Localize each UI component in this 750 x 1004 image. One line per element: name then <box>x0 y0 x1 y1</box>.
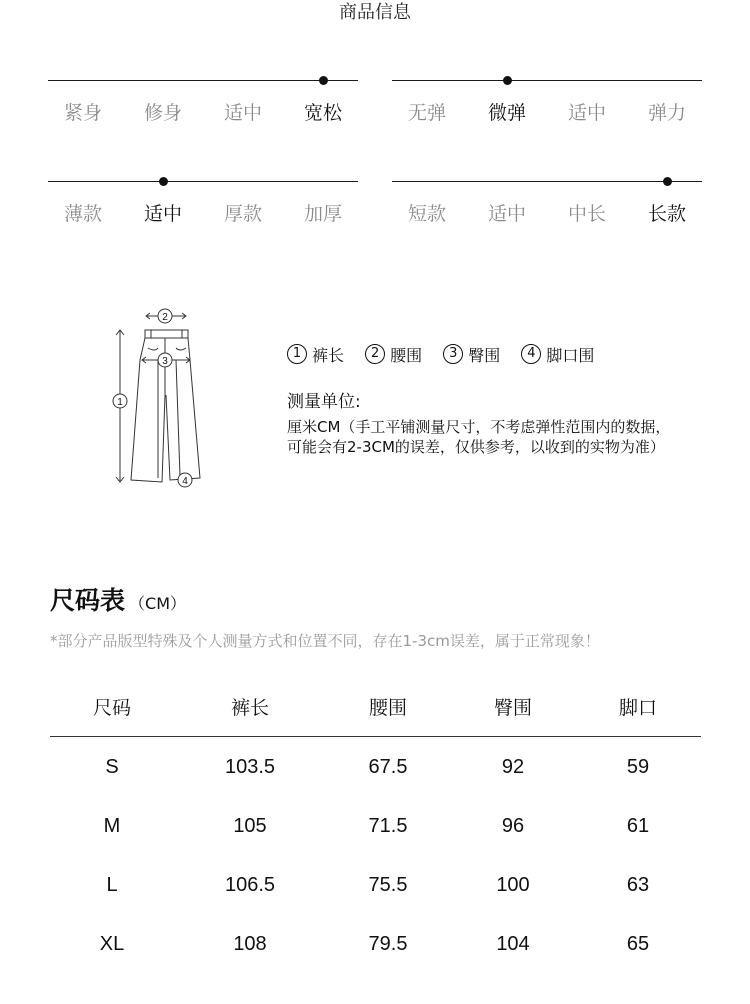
unit-description <box>287 417 707 457</box>
column-header: 腰围 <box>368 697 407 719</box>
table-cell: 67.5 <box>368 756 408 778</box>
scale-indicator-dot <box>503 76 512 85</box>
scale-option: 适中 <box>567 102 606 124</box>
scale-option: 长款 <box>647 203 686 225</box>
size-table-note: *部分产品版型特殊及个人测量方式和位置不同，存在1-3cm误差，属于正常现象！ <box>50 632 600 650</box>
scale-option: 微弹 <box>487 102 526 124</box>
legend-label: 臀围 <box>468 345 501 365</box>
table-cell: 59 <box>626 756 650 778</box>
column-header: 裤长 <box>230 697 269 719</box>
scale-option: 适中 <box>143 203 182 225</box>
table-cell: 65 <box>626 933 650 955</box>
scale-line <box>392 80 702 81</box>
table-cell: M <box>103 815 121 837</box>
column-header: 脚口 <box>618 697 657 719</box>
column-header: 尺码 <box>92 697 131 719</box>
table-cell: 103.5 <box>224 756 276 778</box>
legend-number: 3 <box>443 344 463 364</box>
legend-label: 脚口围 <box>546 345 595 365</box>
size-table <box>50 680 701 973</box>
column-header: 臀围 <box>493 697 532 719</box>
table-row <box>50 914 701 973</box>
legend-number: 4 <box>521 344 541 364</box>
table-cell: 63 <box>626 874 650 896</box>
scale-option: 薄款 <box>63 203 102 225</box>
scale-option: 弹力 <box>647 102 686 124</box>
unit-title: 测量单位: <box>287 392 361 412</box>
stretch-scale <box>392 80 702 140</box>
pants-measurement-diagram <box>100 300 220 500</box>
table-cell: L <box>106 874 118 896</box>
diagram-marker-1: 1 <box>117 397 123 408</box>
diagram-marker-4: 4 <box>182 476 188 487</box>
table-cell: 108 <box>233 933 267 955</box>
scale-line <box>48 80 358 81</box>
fit-scale <box>48 80 358 140</box>
scale-line <box>48 181 358 182</box>
size-table-unit: （CM） <box>129 594 186 613</box>
table-row <box>50 737 701 796</box>
table-cell: S <box>105 756 119 778</box>
unit-description-line: 可能会有2-3CM的误差，仅供参考，以收到的实物为准） <box>287 438 665 456</box>
scale-option: 短款 <box>407 203 446 225</box>
table-cell: 92 <box>501 756 525 778</box>
table-row <box>50 855 701 914</box>
scale-option: 适中 <box>487 203 526 225</box>
scale-indicator-dot <box>319 76 328 85</box>
scale-option: 中长 <box>567 203 606 225</box>
scale-option: 厚款 <box>223 203 262 225</box>
table-cell: 79.5 <box>368 933 408 955</box>
measurement-legend <box>287 342 610 366</box>
scale-line <box>392 181 702 182</box>
length-scale <box>392 181 702 241</box>
scale-option: 适中 <box>223 102 262 124</box>
table-cell: 100 <box>496 874 530 896</box>
scale-indicator-dot <box>663 177 672 186</box>
legend-label: 腰围 <box>390 345 423 365</box>
diagram-marker-2: 2 <box>162 312 168 323</box>
scale-option: 加厚 <box>303 203 342 225</box>
legend-label: 裤长 <box>312 345 345 365</box>
table-cell: 71.5 <box>368 815 408 837</box>
table-cell: 61 <box>626 815 650 837</box>
scale-option: 宽松 <box>303 102 342 124</box>
size-table-title <box>50 581 186 617</box>
table-cell: 105 <box>233 815 267 837</box>
table-cell: 104 <box>496 933 530 955</box>
table-cell: 96 <box>501 815 525 837</box>
legend-item-waist <box>365 343 422 366</box>
table-cell: 106.5 <box>224 874 276 896</box>
legend-number: 2 <box>365 344 385 364</box>
thickness-scale <box>48 181 358 241</box>
legend-item-hip <box>443 343 500 366</box>
unit-description-line: 厘米CM（手工平铺测量尺寸，不考虑弹性范围内的数据， <box>287 418 671 436</box>
table-cell: XL <box>99 933 125 955</box>
legend-number: 1 <box>287 344 307 364</box>
scale-option: 紧身 <box>63 102 102 124</box>
legend-item-length <box>287 343 344 366</box>
table-header-row <box>50 680 701 737</box>
scale-option: 无弹 <box>407 102 446 124</box>
diagram-marker-3: 3 <box>162 356 168 367</box>
scale-option: 修身 <box>143 102 182 124</box>
table-row <box>50 796 701 855</box>
scale-indicator-dot <box>159 177 168 186</box>
size-table-title-text: 尺码表 <box>50 586 126 615</box>
page-title: 商品信息 <box>339 2 411 23</box>
table-cell: 75.5 <box>368 874 408 896</box>
legend-item-hem <box>521 343 594 366</box>
